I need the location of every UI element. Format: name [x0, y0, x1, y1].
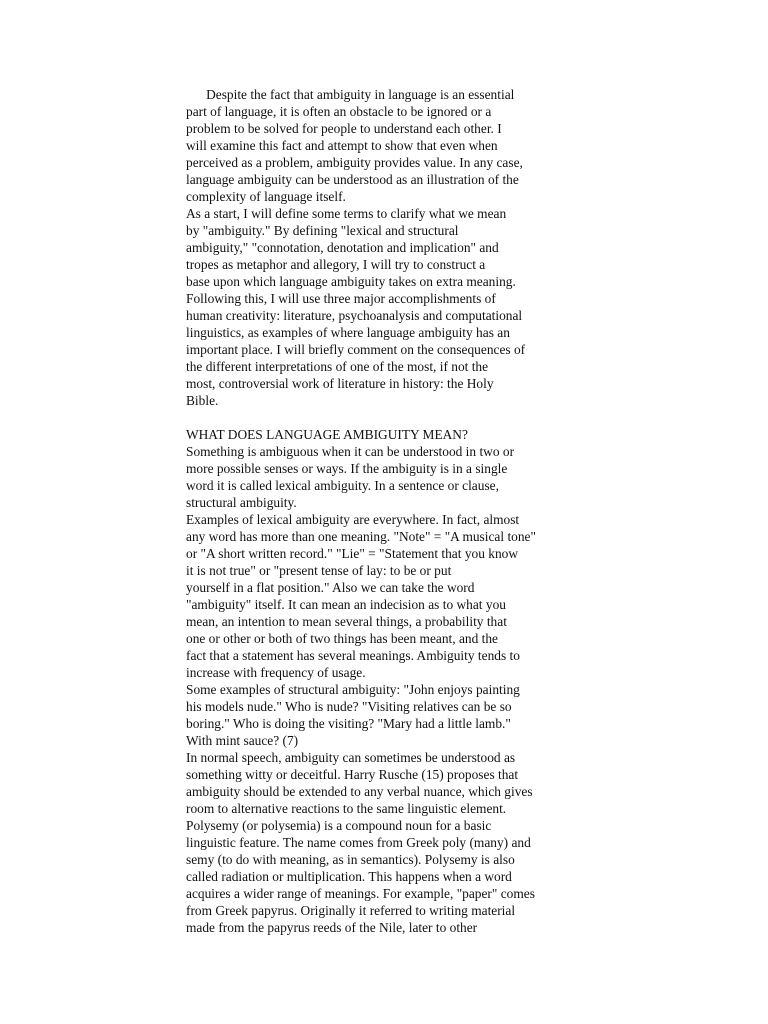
text-line: "ambiguity" itself. It can mean an indecision as to what you: [186, 597, 506, 612]
text-line: human creativity: literature, psychoanalysis and computational: [186, 308, 523, 323]
text-line: boring." Who is doing the visiting? "Mary had a little lamb.": [186, 716, 511, 731]
text-line: important place. I will briefly comment on the consequences of: [186, 342, 526, 357]
text-line: base upon which language ambiguity takes on extra meaning.: [186, 274, 516, 289]
text-line: tropes as metaphor and allegory, I will try to construct a: [186, 257, 486, 272]
text-line: complexity of language itself.: [186, 189, 346, 204]
text-line: In normal speech, ambiguity can sometimes be understood as: [186, 750, 516, 765]
text-line: word it is called lexical ambiguity. In a sentence or clause,: [186, 478, 499, 493]
text-line: most, controversial work of literature in history: the Holy: [186, 376, 494, 391]
text-line: will examine this fact and attempt to show that even when: [186, 138, 498, 153]
text-line: Despite the fact that ambiguity in language is an essential: [186, 87, 515, 102]
text-line: linguistic feature. The name comes from Greek poly (many) and: [186, 835, 531, 850]
text-line: As a start, I will define some terms to clarify what we mean: [186, 206, 507, 221]
document-body-text: [186, 86, 576, 936]
text-line: ambiguity should be extended to any verbal nuance, which gives: [186, 784, 533, 799]
text-line: his models nude." Who is nude? "Visiting relatives can be so: [186, 699, 512, 714]
text-line: perceived as a problem, ambiguity provides value. In any case,: [186, 155, 523, 170]
text-line: Polysemy (or polysemia) is a compound noun for a basic: [186, 818, 492, 833]
text-line: mean, an intention to mean several things, a probability that: [186, 614, 507, 629]
text-line: room to alternative reactions to the same linguistic element.: [186, 801, 507, 816]
text-line: more possible senses or ways. If the ambiguity is in a single: [186, 461, 508, 476]
text-line: problem to be solved for people to understand each other. I: [186, 121, 502, 136]
section-heading: WHAT DOES LANGUAGE AMBIGUITY MEAN?: [186, 427, 468, 442]
text-line: made from the papyrus reeds of the Nile, later to other: [186, 920, 478, 935]
text-line: Bible.: [186, 393, 219, 408]
text-line: Some examples of structural ambiguity: "John enjoys painting: [186, 682, 520, 697]
text-line: yourself in a flat position." Also we can take the word: [186, 580, 475, 595]
text-line: increase with frequency of usage.: [186, 665, 366, 680]
text-line: linguistics, as examples of where language ambiguity has an: [186, 325, 510, 340]
text-line: semy (to do with meaning, as in semantics). Polysemy is also: [186, 852, 515, 867]
text-line: called radiation or multiplication. This happens when a word: [186, 869, 512, 884]
blank-line: [186, 409, 576, 426]
text-line: by "ambiguity." By defining "lexical and structural: [186, 223, 459, 238]
text-line: part of language, it is often an obstacle to be ignored or a: [186, 104, 492, 119]
text-line: any word has more than one meaning. "Note" = "A musical tone": [186, 529, 536, 544]
text-line: Following this, I will use three major accomplishments of: [186, 291, 496, 306]
text-line: Examples of lexical ambiguity are everywhere. In fact, almost: [186, 512, 520, 527]
text-line: one or other or both of two things has been meant, and the: [186, 631, 498, 646]
text-line: it is not true" or "present tense of lay: to be or put: [186, 563, 452, 578]
text-line: language ambiguity can be understood as an illustration of the: [186, 172, 519, 187]
text-line: from Greek papyrus. Originally it referred to writing material: [186, 903, 516, 918]
text-line: the different interpretations of one of the most, if not the: [186, 359, 489, 374]
text-line: something witty or deceitful. Harry Rusche (15) proposes that: [186, 767, 519, 782]
text-line: ambiguity," "connotation, denotation and implication" and: [186, 240, 499, 255]
text-line: or "A short written record." "Lie" = "Statement that you know: [186, 546, 519, 561]
text-line: acquires a wider range of meanings. For example, "paper" comes: [186, 886, 535, 901]
text-line: Something is ambiguous when it can be understood in two or: [186, 444, 515, 459]
text-line: With mint sauce? (7): [186, 733, 299, 748]
text-line: structural ambiguity.: [186, 495, 297, 510]
text-line: fact that a statement has several meanings. Ambiguity tends to: [186, 648, 520, 663]
